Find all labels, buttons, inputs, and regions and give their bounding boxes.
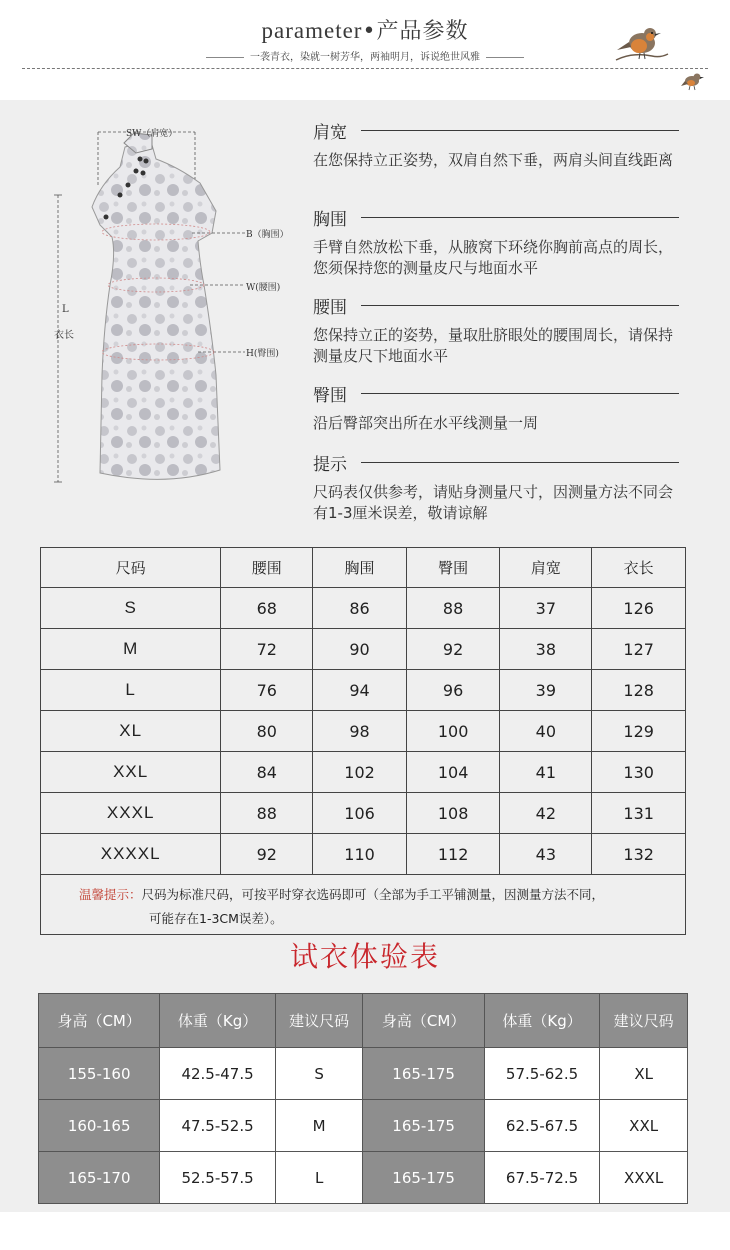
note-label: 温馨提示： — [79, 886, 142, 902]
header-cell: 体重（Kg） — [160, 994, 275, 1048]
waist-cell: 92 — [221, 834, 313, 875]
bust-cell: 106 — [313, 793, 407, 834]
table-row — [41, 629, 686, 670]
length-cell: 130 — [592, 752, 686, 793]
weight-cell: 62.5-67.5 — [484, 1100, 599, 1152]
bust-cell: 102 — [313, 752, 407, 793]
length-cell: 128 — [592, 670, 686, 711]
small-bird-icon — [680, 68, 706, 92]
header-cell: 建议尺码 — [600, 994, 688, 1048]
length-cell: 126 — [592, 588, 686, 629]
desc-title: 肩宽 — [313, 123, 347, 143]
hip-cell: 88 — [406, 588, 500, 629]
divider — [361, 130, 679, 131]
note-text: 尺码为标准尺码，可按平时穿衣选码即可（全部为手工平铺测量，因测量方法不同， — [141, 886, 605, 902]
bust-cell: 86 — [313, 588, 407, 629]
hip-cell: 100 — [406, 711, 500, 752]
shoulder-cell: 39 — [500, 670, 592, 711]
table-row — [41, 752, 686, 793]
table-row — [41, 711, 686, 752]
hip-cell: 96 — [406, 670, 500, 711]
subtitle-rule-left — [206, 57, 244, 58]
header-divider — [22, 68, 708, 69]
height-cell: 165-175 — [363, 1100, 484, 1152]
length-cell: 127 — [592, 629, 686, 670]
bust-cell: 98 — [313, 711, 407, 752]
header-cell: 衣长 — [592, 548, 686, 588]
header-cell: 胸围 — [313, 548, 407, 588]
waist-cell: 88 — [221, 793, 313, 834]
header-cell: 身高（CM） — [363, 994, 484, 1048]
label-bust: B（胸围） — [246, 230, 289, 240]
size-cell: M — [41, 629, 221, 670]
weight-cell: 67.5-72.5 — [484, 1152, 599, 1204]
divider — [361, 305, 679, 306]
size-note — [41, 875, 686, 935]
suggested-size-cell: XXXL — [600, 1152, 688, 1204]
divider — [361, 462, 679, 463]
size-cell: XXL — [41, 752, 221, 793]
waist-cell: 84 — [221, 752, 313, 793]
table-row — [39, 1048, 688, 1100]
divider — [361, 393, 679, 394]
tryon-header — [39, 994, 688, 1048]
height-cell: 160-165 — [39, 1100, 160, 1152]
waist-cell: 76 — [221, 670, 313, 711]
size-cell: XXXXL — [41, 834, 221, 875]
label-length: L — [62, 304, 69, 315]
header-cell: 建议尺码 — [275, 994, 363, 1048]
height-cell: 165-175 — [363, 1048, 484, 1100]
label-length-cn: 衣长 — [54, 330, 74, 341]
shoulder-cell: 42 — [500, 793, 592, 834]
shoulder-cell: 37 — [500, 588, 592, 629]
title-cn: 产品参数 — [376, 19, 469, 44]
desc-shoulder — [313, 118, 693, 171]
note-text-2: 可能存在1-3CM误差）。 — [149, 910, 283, 926]
tryon-title: 试衣体验表 — [289, 940, 440, 973]
header-cell: 尺码 — [41, 548, 221, 588]
shoulder-cell: 38 — [500, 629, 592, 670]
divider — [361, 217, 679, 218]
weight-cell: 42.5-47.5 — [160, 1048, 275, 1100]
header-cell: 体重（Kg） — [484, 994, 599, 1048]
weight-cell: 52.5-57.5 — [160, 1152, 275, 1204]
subtitle-rule-right — [486, 57, 524, 58]
desc-title: 腰围 — [313, 298, 347, 318]
weight-cell: 57.5-62.5 — [484, 1048, 599, 1100]
size-table-header — [41, 548, 686, 588]
suggested-size-cell: XXL — [600, 1100, 688, 1152]
suggested-size-cell: S — [275, 1048, 363, 1100]
desc-text: 尺码表仅供参考，请贴身测量尺寸，因测量方法不同会有1-3厘米误差，敬请谅解 — [313, 483, 674, 522]
shoulder-cell: 41 — [500, 752, 592, 793]
hip-cell: 92 — [406, 629, 500, 670]
suggested-size-cell: M — [275, 1100, 363, 1152]
size-cell: L — [41, 670, 221, 711]
tryon-table — [38, 993, 688, 1204]
desc-title: 臀围 — [313, 386, 347, 406]
label-waist: W(腰围) — [246, 283, 281, 293]
size-cell: XXXL — [41, 793, 221, 834]
table-row — [39, 1100, 688, 1152]
desc-hip — [313, 381, 693, 434]
desc-bust — [313, 205, 693, 279]
desc-text: 在您保持立正姿势，双肩自然下垂，两肩头间直线距离 — [313, 151, 674, 169]
height-cell: 155-160 — [39, 1048, 160, 1100]
table-row — [41, 588, 686, 629]
shoulder-cell: 43 — [500, 834, 592, 875]
waist-cell: 80 — [221, 711, 313, 752]
size-note-row — [41, 875, 686, 935]
desc-waist — [313, 293, 693, 367]
waist-cell: 72 — [221, 629, 313, 670]
bust-cell: 94 — [313, 670, 407, 711]
table-row — [41, 834, 686, 875]
shoulder-cell: 40 — [500, 711, 592, 752]
desc-text: 沿后臀部突出所在水平线测量一周 — [313, 414, 539, 432]
hip-cell: 104 — [406, 752, 500, 793]
size-cell: S — [41, 588, 221, 629]
hip-cell: 108 — [406, 793, 500, 834]
label-hip: H(臀围) — [246, 349, 279, 359]
hip-cell: 112 — [406, 834, 500, 875]
label-shoulder: SW（肩宽） — [126, 129, 178, 139]
desc-text: 您保持立正的姿势，量取肚脐眼处的腰围周长，请保持测量皮尺下地面水平 — [313, 326, 674, 365]
title-latin: parameter — [261, 18, 363, 43]
desc-tip — [313, 450, 693, 524]
suggested-size-cell: XL — [600, 1048, 688, 1100]
length-cell: 132 — [592, 834, 686, 875]
size-table — [40, 547, 686, 935]
bust-cell: 90 — [313, 629, 407, 670]
desc-text: 手臂自然放松下垂，从腋窝下环绕你胸前高点的周长，您须保持您的测量皮尺与地面水平 — [313, 238, 674, 277]
subtitle-text: 一袭青衣，染就一树芳华，两袖明月，诉说绝世风雅 — [250, 52, 480, 63]
header — [0, 0, 730, 100]
waist-cell: 68 — [221, 588, 313, 629]
desc-title: 胸围 — [313, 210, 347, 230]
length-cell: 131 — [592, 793, 686, 834]
length-cell: 129 — [592, 711, 686, 752]
header-cell: 臀围 — [406, 548, 500, 588]
height-cell: 165-170 — [39, 1152, 160, 1204]
header-cell: 身高（CM） — [39, 994, 160, 1048]
table-row — [41, 793, 686, 834]
weight-cell: 47.5-52.5 — [160, 1100, 275, 1152]
desc-title: 提示 — [313, 455, 347, 475]
size-cell: XL — [41, 711, 221, 752]
bust-cell: 110 — [313, 834, 407, 875]
title-dot: • — [362, 19, 377, 44]
table-row — [41, 670, 686, 711]
table-row — [39, 1152, 688, 1204]
suggested-size-cell: L — [275, 1152, 363, 1204]
qipao-dress-illustration — [40, 115, 310, 515]
height-cell: 165-175 — [363, 1152, 484, 1204]
bird-icon — [612, 16, 670, 68]
header-cell: 肩宽 — [500, 548, 592, 588]
header-cell: 腰围 — [221, 548, 313, 588]
